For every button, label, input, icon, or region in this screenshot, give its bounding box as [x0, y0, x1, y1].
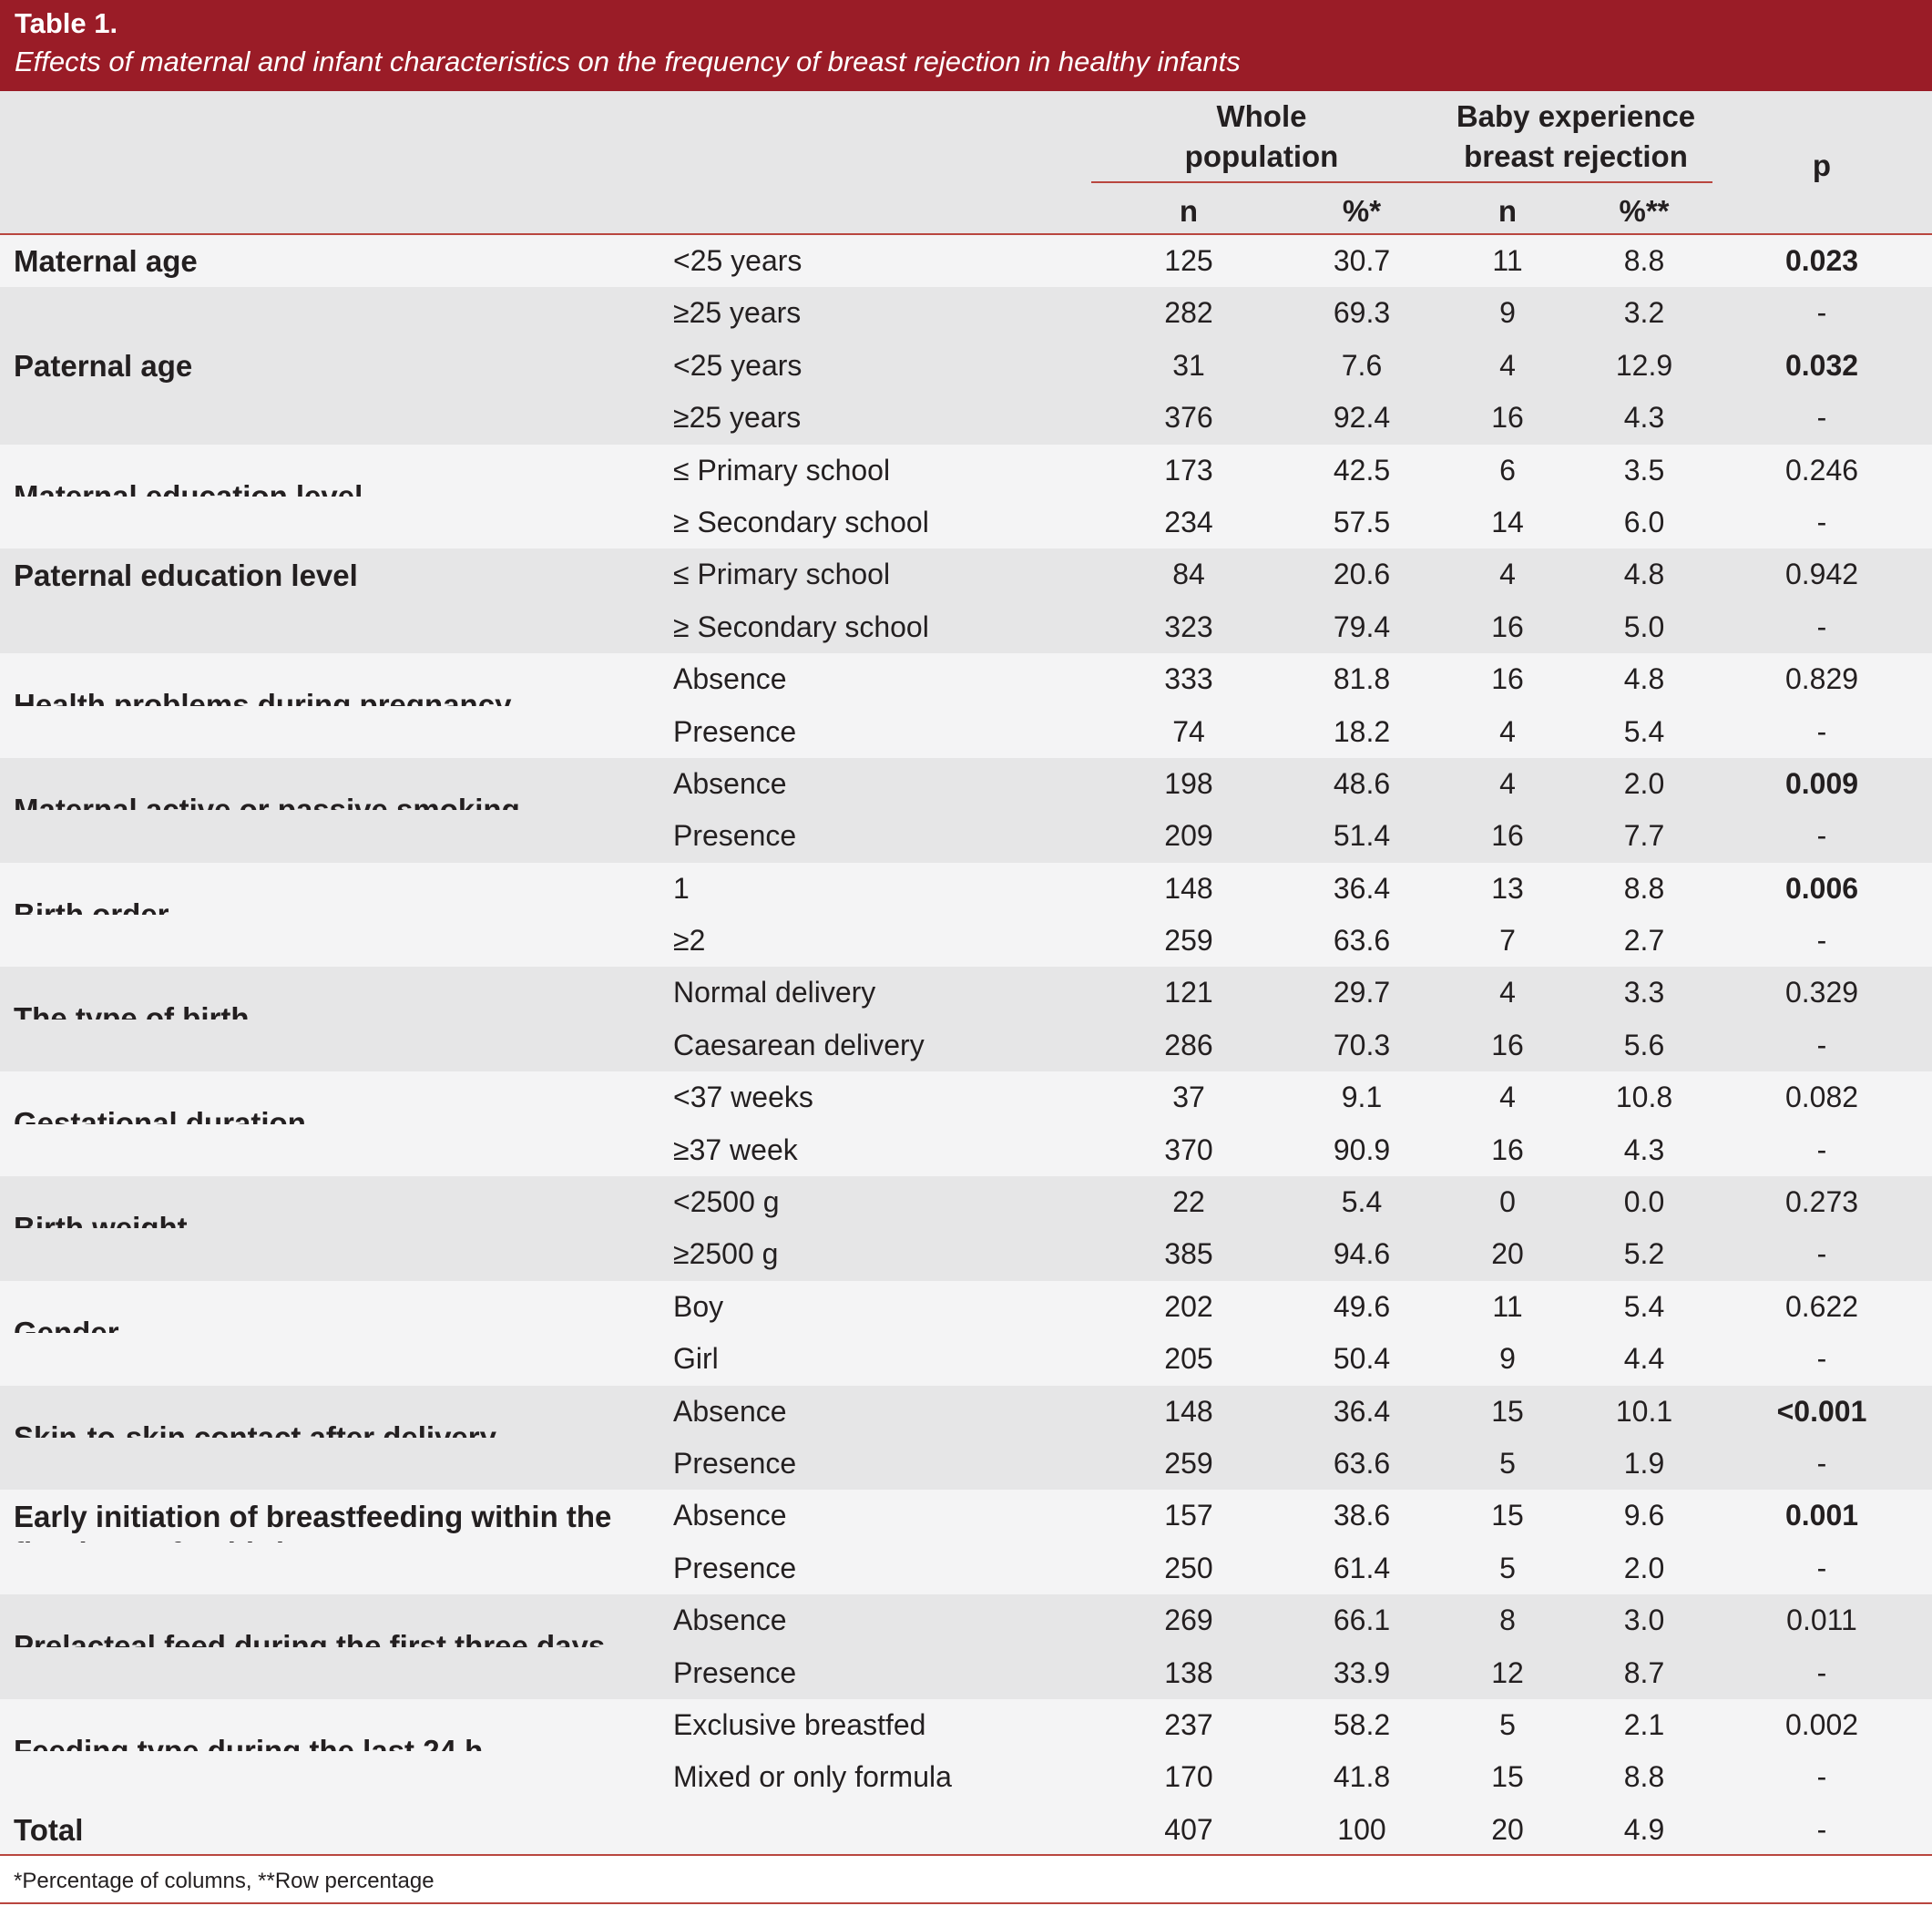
whole-percent-cell: 36.4 — [1333, 1394, 1391, 1428]
table-row — [0, 1020, 1932, 1071]
rejection-percent-cell: 4.8 — [1623, 558, 1665, 591]
whole-n-cell: 31 — [1172, 348, 1205, 382]
whole-n-cell: 157 — [1164, 1499, 1213, 1532]
p-value-cell: - — [1816, 1028, 1827, 1061]
header-rejection-line2: breast rejection — [1464, 139, 1688, 173]
rejection-n-cell: 9 — [1499, 1342, 1516, 1376]
p-value-cell: 0.246 — [1784, 453, 1859, 487]
p-value-cell: 0.002 — [1784, 1707, 1859, 1741]
p-value-cell: - — [1816, 1342, 1827, 1376]
category-cell: Presence — [673, 1655, 797, 1689]
whole-n-cell: 74 — [1172, 714, 1205, 748]
table-row — [0, 1333, 1932, 1385]
rejection-percent-cell: 2.7 — [1623, 924, 1665, 958]
rejection-n-cell: 20 — [1491, 1812, 1524, 1846]
whole-percent-cell: 63.6 — [1333, 1446, 1391, 1480]
whole-percent-cell: 42.5 — [1333, 453, 1391, 487]
rejection-n-cell: 4 — [1499, 714, 1516, 748]
table-row — [0, 915, 1932, 967]
whole-percent-cell: 100 — [1337, 1812, 1386, 1846]
table-row — [0, 1438, 1932, 1490]
table-caption-banner — [0, 0, 1932, 91]
p-value-cell: - — [1816, 1551, 1827, 1584]
rejection-percent-cell: 2.1 — [1623, 1707, 1665, 1741]
category-cell: <2500 g — [673, 1185, 780, 1219]
p-value-cell: 0.032 — [1784, 348, 1859, 382]
whole-percent-cell: 69.3 — [1333, 296, 1391, 330]
p-value-cell: 0.273 — [1784, 1185, 1859, 1219]
category-cell: Absence — [673, 662, 787, 696]
rejection-n-cell: 7 — [1499, 924, 1516, 958]
p-value-cell: <0.001 — [1776, 1394, 1867, 1428]
category-cell: Absence — [673, 1499, 787, 1532]
rejection-n-cell: 16 — [1491, 1028, 1524, 1061]
table-row — [0, 1751, 1932, 1803]
whole-n-cell: 170 — [1164, 1760, 1213, 1794]
whole-percent-cell: 20.6 — [1333, 558, 1391, 591]
rejection-n-cell: 9 — [1499, 296, 1516, 330]
whole-percent-cell: 50.4 — [1333, 1342, 1391, 1376]
whole-percent-cell: 49.6 — [1333, 1289, 1391, 1323]
category-cell: Presence — [673, 1551, 797, 1584]
table-row — [0, 1228, 1932, 1280]
rejection-n-cell: 6 — [1499, 453, 1516, 487]
category-cell: Presence — [673, 714, 797, 748]
rejection-percent-cell: 8.7 — [1623, 1655, 1665, 1689]
rejection-n-cell: 4 — [1499, 348, 1516, 382]
header-rejection-line1: Baby experience — [1456, 99, 1696, 133]
rejection-n-cell: 20 — [1491, 1237, 1524, 1271]
p-value-cell: - — [1816, 714, 1827, 748]
p-value-cell: 0.006 — [1784, 871, 1859, 905]
rejection-percent-cell: 5.4 — [1623, 1289, 1665, 1323]
whole-n-cell: 237 — [1164, 1707, 1213, 1741]
rejection-n-cell: 5 — [1499, 1551, 1516, 1584]
p-value-cell: - — [1816, 924, 1827, 958]
whole-n-cell: 198 — [1164, 766, 1213, 800]
rejection-percent-cell: 6.0 — [1623, 505, 1665, 538]
p-value-cell: 0.942 — [1784, 558, 1859, 591]
table-row — [0, 1124, 1932, 1176]
rejection-percent-cell: 7.7 — [1623, 819, 1665, 853]
whole-percent-cell: 18.2 — [1333, 714, 1391, 748]
category-cell: Girl — [673, 1342, 719, 1376]
rejection-n-cell: 12 — [1491, 1655, 1524, 1689]
header-rejection-underline — [1439, 181, 1712, 183]
table-header — [0, 91, 1932, 235]
p-value-cell: - — [1816, 401, 1827, 435]
p-value-cell: - — [1816, 1655, 1827, 1689]
header-n2: n — [1498, 194, 1518, 228]
whole-percent-cell: 51.4 — [1333, 819, 1391, 853]
p-value-cell: 0.622 — [1784, 1289, 1859, 1323]
whole-percent-cell: 70.3 — [1333, 1028, 1391, 1061]
table-row — [0, 1542, 1932, 1594]
whole-n-cell: 173 — [1164, 453, 1213, 487]
rejection-n-cell: 15 — [1491, 1499, 1524, 1532]
category-cell: Absence — [673, 1394, 787, 1428]
table-row — [0, 1490, 1932, 1542]
rejection-n-cell: 15 — [1491, 1394, 1524, 1428]
whole-n-cell: 385 — [1164, 1237, 1213, 1271]
p-value-cell: 0.829 — [1784, 662, 1859, 696]
rejection-percent-cell: 8.8 — [1623, 1760, 1665, 1794]
rejection-n-cell: 11 — [1492, 244, 1523, 277]
footnote-rule — [0, 1902, 1932, 1904]
rejection-n-cell: 11 — [1492, 1289, 1523, 1323]
table-row — [0, 1281, 1932, 1333]
rejection-percent-cell: 5.4 — [1623, 714, 1665, 748]
whole-percent-cell: 81.8 — [1333, 662, 1391, 696]
rejection-n-cell: 16 — [1491, 819, 1524, 853]
rejection-n-cell: 16 — [1491, 401, 1524, 435]
category-cell: Presence — [673, 819, 797, 853]
header-n1: n — [1179, 194, 1199, 228]
table-row — [0, 706, 1932, 758]
whole-percent-cell: 58.2 — [1333, 1707, 1391, 1741]
category-cell: Presence — [673, 1446, 797, 1480]
rejection-percent-cell: 3.3 — [1623, 976, 1665, 1009]
rejection-n-cell: 15 — [1491, 1760, 1524, 1794]
header-pct1: %* — [1342, 194, 1382, 228]
p-value-cell: - — [1816, 1132, 1827, 1166]
category-cell: ≤ Primary school — [673, 453, 891, 487]
p-value-cell: - — [1816, 819, 1827, 853]
rejection-percent-cell: 4.8 — [1623, 662, 1665, 696]
rejection-percent-cell: 3.0 — [1623, 1604, 1665, 1637]
category-cell: <25 years — [673, 348, 802, 382]
table-row — [0, 1594, 1932, 1646]
whole-percent-cell: 79.4 — [1333, 610, 1391, 643]
table-row — [0, 601, 1932, 653]
whole-percent-cell: 92.4 — [1333, 401, 1391, 435]
rejection-percent-cell: 5.6 — [1623, 1028, 1665, 1061]
whole-n-cell: 407 — [1164, 1812, 1213, 1846]
rejection-n-cell: 4 — [1499, 766, 1516, 800]
whole-n-cell: 259 — [1164, 1446, 1213, 1480]
rejection-percent-cell: 10.8 — [1615, 1081, 1673, 1114]
variable-cell: Maternal age — [14, 244, 198, 278]
rejection-n-cell: 5 — [1499, 1707, 1516, 1741]
rejection-percent-cell: 4.9 — [1623, 1812, 1665, 1846]
category-cell: ≥2500 g — [673, 1237, 779, 1271]
rejection-percent-cell: 8.8 — [1623, 871, 1665, 905]
p-value-cell: - — [1816, 610, 1827, 643]
whole-percent-cell: 29.7 — [1333, 976, 1391, 1009]
whole-percent-cell: 33.9 — [1333, 1655, 1391, 1689]
p-value-cell: - — [1816, 505, 1827, 538]
table-row — [0, 653, 1932, 705]
table-row — [0, 1176, 1932, 1228]
whole-percent-cell: 36.4 — [1333, 871, 1391, 905]
rejection-percent-cell: 5.2 — [1623, 1237, 1665, 1271]
p-value-cell: 0.329 — [1784, 976, 1859, 1009]
header-whole-line2: population — [1184, 139, 1339, 173]
whole-percent-cell: 63.6 — [1333, 924, 1391, 958]
category-cell: Caesarean delivery — [673, 1028, 925, 1061]
table-row — [0, 340, 1932, 392]
category-cell: Normal delivery — [673, 976, 876, 1009]
category-cell: ≤ Primary school — [673, 558, 891, 591]
rejection-n-cell: 5 — [1499, 1446, 1516, 1480]
variable-cell: Early initiation of breastfeeding within the — [14, 1500, 612, 1534]
header-whole-underline — [1091, 181, 1439, 183]
whole-percent-cell: 41.8 — [1333, 1760, 1391, 1794]
rejection-percent-cell: 2.0 — [1623, 766, 1665, 800]
whole-n-cell: 37 — [1172, 1081, 1205, 1114]
rejection-n-cell: 13 — [1491, 871, 1524, 905]
table-row — [0, 548, 1932, 600]
rejection-percent-cell: 0.0 — [1623, 1185, 1665, 1219]
whole-n-cell: 286 — [1164, 1028, 1213, 1061]
whole-n-cell: 376 — [1164, 401, 1213, 435]
table-row — [0, 235, 1932, 287]
p-value-cell: - — [1816, 1760, 1827, 1794]
rejection-percent-cell: 4.3 — [1623, 401, 1665, 435]
table-row — [0, 1386, 1932, 1438]
p-value-cell: 0.082 — [1784, 1081, 1859, 1114]
category-cell: ≥ Secondary school — [673, 610, 929, 643]
rejection-percent-cell: 10.1 — [1615, 1394, 1673, 1428]
p-value-cell: 0.009 — [1784, 766, 1859, 800]
whole-n-cell: 84 — [1172, 558, 1205, 591]
table-row — [0, 287, 1932, 339]
variable-cell: Total — [14, 1812, 84, 1847]
whole-percent-cell: 48.6 — [1333, 766, 1391, 800]
category-cell: ≥25 years — [673, 401, 802, 435]
rejection-n-cell: 4 — [1499, 976, 1516, 1009]
category-cell: Absence — [673, 1604, 787, 1637]
category-cell: ≥2 — [673, 924, 706, 958]
category-cell: ≥ Secondary school — [673, 505, 929, 538]
whole-percent-cell: 38.6 — [1333, 1499, 1391, 1532]
category-cell: Exclusive breastfed — [673, 1707, 926, 1741]
table-row — [0, 810, 1932, 862]
whole-n-cell: 370 — [1164, 1132, 1213, 1166]
rejection-n-cell: 16 — [1491, 1132, 1524, 1166]
rejection-n-cell: 16 — [1491, 662, 1524, 696]
whole-percent-cell: 5.4 — [1341, 1185, 1383, 1219]
rejection-percent-cell: 12.9 — [1615, 348, 1673, 382]
category-cell: ≥25 years — [673, 296, 802, 330]
whole-percent-cell: 7.6 — [1341, 348, 1383, 382]
category-cell: Mixed or only formula — [673, 1760, 952, 1794]
whole-n-cell: 125 — [1164, 244, 1213, 277]
table-row — [0, 1071, 1932, 1123]
whole-n-cell: 269 — [1164, 1604, 1213, 1637]
p-value-cell: 0.001 — [1784, 1499, 1859, 1532]
rejection-n-cell: 0 — [1499, 1185, 1516, 1219]
p-value-cell: - — [1816, 1237, 1827, 1271]
variable-cell: Paternal education level — [14, 558, 358, 593]
category-cell: 1 — [673, 871, 690, 905]
rejection-n-cell: 16 — [1491, 610, 1524, 643]
whole-n-cell: 250 — [1164, 1551, 1213, 1584]
whole-n-cell: 259 — [1164, 924, 1213, 958]
table-row — [0, 967, 1932, 1019]
whole-n-cell: 138 — [1164, 1655, 1213, 1689]
rejection-percent-cell: 2.0 — [1623, 1551, 1665, 1584]
p-value-cell: 0.023 — [1784, 244, 1859, 277]
whole-percent-cell: 30.7 — [1333, 244, 1391, 277]
table-row — [0, 758, 1932, 810]
header-p: p — [1812, 149, 1832, 182]
table-body — [0, 235, 1932, 1856]
header-pct2: %** — [1619, 194, 1670, 228]
whole-percent-cell: 94.6 — [1333, 1237, 1391, 1271]
category-cell: Absence — [673, 766, 787, 800]
whole-n-cell: 234 — [1164, 505, 1213, 538]
whole-percent-cell: 66.1 — [1333, 1604, 1391, 1637]
rejection-percent-cell: 8.8 — [1623, 244, 1665, 277]
whole-percent-cell: 9.1 — [1341, 1081, 1383, 1114]
header-whole-line1: Whole — [1216, 99, 1307, 133]
whole-percent-cell: 57.5 — [1333, 505, 1391, 538]
whole-n-cell: 22 — [1172, 1185, 1205, 1219]
rejection-percent-cell: 3.2 — [1623, 296, 1665, 330]
table-row — [0, 445, 1932, 497]
whole-n-cell: 205 — [1164, 1342, 1213, 1376]
rejection-n-cell: 4 — [1499, 558, 1516, 591]
total-row — [0, 1804, 1932, 1856]
rejection-percent-cell: 4.4 — [1623, 1342, 1665, 1376]
table-row — [0, 863, 1932, 915]
variable-cell: Paternal age — [14, 348, 193, 383]
p-value-cell: - — [1816, 1812, 1827, 1846]
rejection-n-cell: 4 — [1499, 1081, 1516, 1114]
table-row — [0, 1699, 1932, 1751]
category-cell: <37 weeks — [673, 1081, 813, 1114]
category-cell: Boy — [673, 1289, 724, 1323]
table-caption: Effects of maternal and infant characteristics on the frequency of breast rejection in healthy infants — [15, 46, 1241, 77]
rejection-percent-cell: 3.5 — [1623, 453, 1665, 487]
rejection-percent-cell: 4.3 — [1623, 1132, 1665, 1166]
table-row — [0, 497, 1932, 548]
whole-percent-cell: 61.4 — [1333, 1551, 1391, 1584]
p-value-cell: 0.011 — [1786, 1604, 1857, 1637]
table-footnote: *Percentage of columns, **Row percentage — [14, 1869, 434, 1893]
whole-n-cell: 209 — [1164, 819, 1213, 853]
p-value-cell: - — [1816, 296, 1827, 330]
category-cell: <25 years — [673, 244, 802, 277]
whole-n-cell: 202 — [1164, 1289, 1213, 1323]
whole-n-cell: 148 — [1164, 1394, 1213, 1428]
whole-percent-cell: 90.9 — [1333, 1132, 1391, 1166]
whole-n-cell: 282 — [1164, 296, 1213, 330]
table-row — [0, 392, 1932, 444]
whole-n-cell: 323 — [1164, 610, 1213, 643]
rejection-percent-cell: 5.0 — [1623, 610, 1665, 643]
whole-n-cell: 121 — [1164, 976, 1213, 1009]
p-value-cell: - — [1816, 1446, 1827, 1480]
rejection-percent-cell: 9.6 — [1623, 1499, 1665, 1532]
table-row — [0, 1647, 1932, 1699]
table-label: Table 1. — [15, 7, 118, 39]
rejection-n-cell: 8 — [1499, 1604, 1516, 1637]
whole-n-cell: 333 — [1164, 662, 1213, 696]
rejection-n-cell: 14 — [1491, 505, 1524, 538]
whole-n-cell: 148 — [1164, 871, 1213, 905]
rejection-percent-cell: 1.9 — [1623, 1446, 1665, 1480]
category-cell: ≥37 week — [673, 1132, 798, 1166]
